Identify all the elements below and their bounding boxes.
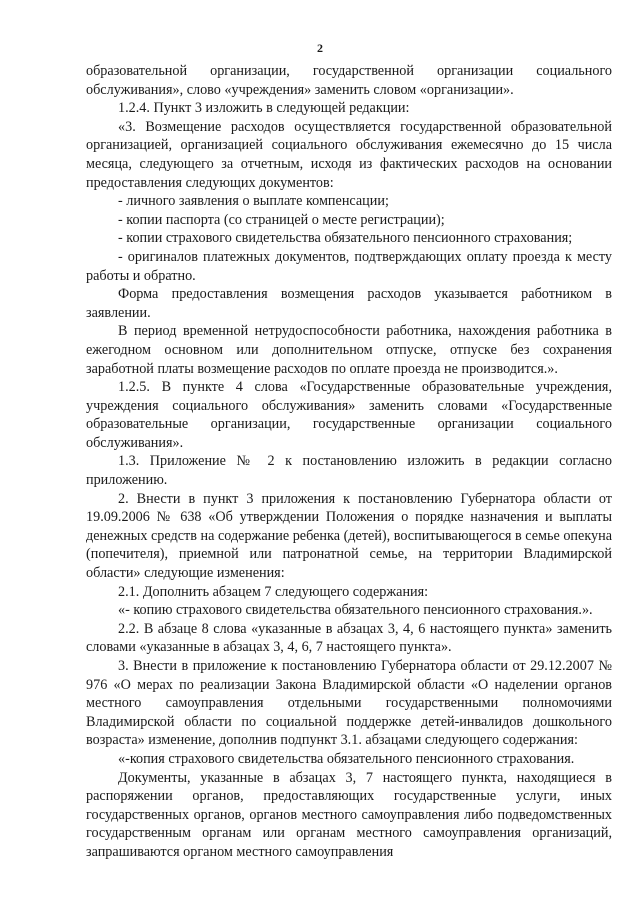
list-item-payment-documents: - оригиналов платежных документов, подтверждающих оплату проезда к месту работы и обратно.: [86, 248, 612, 284]
document-body: [86, 62, 612, 862]
paragraph-1-3: 1.3. Приложение № 2 к постановлению изложить в редакции согласно приложению.: [86, 453, 612, 489]
paragraph-period: В период временной нетрудоспособности работника, нахождения работника в ежегодном основном или дополнительном отпуске, отпуске без сохранения заработной платы возмещение расходов по оплате проезда не производится.».: [86, 323, 612, 377]
list-item-insurance: - копии страхового свидетельства обязательного пенсионного страхования;: [118, 230, 573, 247]
paragraph-2-2: 2.2. В абзаце 8 слова «указанные в абзацах 3, 4, 6 настоящего пункта» заменить словами «указанные в абзацах 3, 4, 6, 7 настоящего пункта».: [86, 620, 612, 656]
paragraph-documents: Документы, указанные в абзацах 3, 7 настоящего пункта, находящиеся в распоряжении органов, предоставляющих государственные услуги, иных государственных органов, органов местного самоуправления либо подведомственных государственным органам или органам местного самоуправления организаций, запрашиваются органом местного самоуправления: [86, 769, 612, 860]
paragraph-3-quote: «-копия страхового свидетельства обязательного пенсионного страхования.: [118, 750, 575, 767]
paragraph-2: 2. Внести в пункт 3 приложения к постановлению Губернатора области от 19.09.2006 № 638 «Об утверждении Положения о порядке назначения и выплаты денежных средств на содержание ребенка (детей), воспитывающегося в семье опекуна (попечителя), приемной или патронатной семье, на территории Владимирской области» следующие изменения:: [86, 490, 612, 582]
paragraph-2-1-quote: «- копию страхового свидетельства обязательного пенсионного страхования.».: [118, 602, 593, 619]
paragraph-1-2-4: 1.2.4. Пункт 3 изложить в следующей редакции:: [118, 100, 410, 117]
list-item-passport: - копии паспорта (со страницей о месте регистрации);: [118, 211, 445, 228]
page-number: 2: [317, 41, 323, 55]
paragraph-form: Форма предоставления возмещения расходов указывается работником в заявлении.: [86, 286, 612, 321]
paragraph-3: 3. Внести в приложение к постановлению Губернатора области от 29.12.2007 № 976 «О мерах по реализации Закона Владимирской области «О наделении органов местного самоуправления отдельными государственными полномочиями Владимирской области по социальной поддержке детей-инвалидов дошкольного возраста» изменение, дополнив подпункт 3.1. абзацами следующего содержания:: [86, 658, 612, 749]
paragraph-item-3: «3. Возмещение расходов осуществляется государственной образовательной организацией, организацией социального обслуживания ежемесячно до 15 числа месяца, следующего за отчетным, исходя из фактических расходов на основании предоставления следующих документов:: [86, 118, 612, 191]
list-item-application: - личного заявления о выплате компенсации;: [118, 193, 389, 210]
paragraph-1-2-5: 1.2.5. В пункте 4 слова «Государственные образовательные учреждения, учреждения социального обслуживания» заменить словами «Государственные образовательные организации, государственные организации социального обслуживания».: [86, 379, 612, 451]
paragraph-continuation: образовательной организации, государственной организации социального обслуживания», слово «учреждения» заменить словом «организации».: [86, 63, 612, 98]
paragraph-2-1: 2.1. Дополнить абзацем 7 следующего содержания:: [118, 583, 429, 600]
